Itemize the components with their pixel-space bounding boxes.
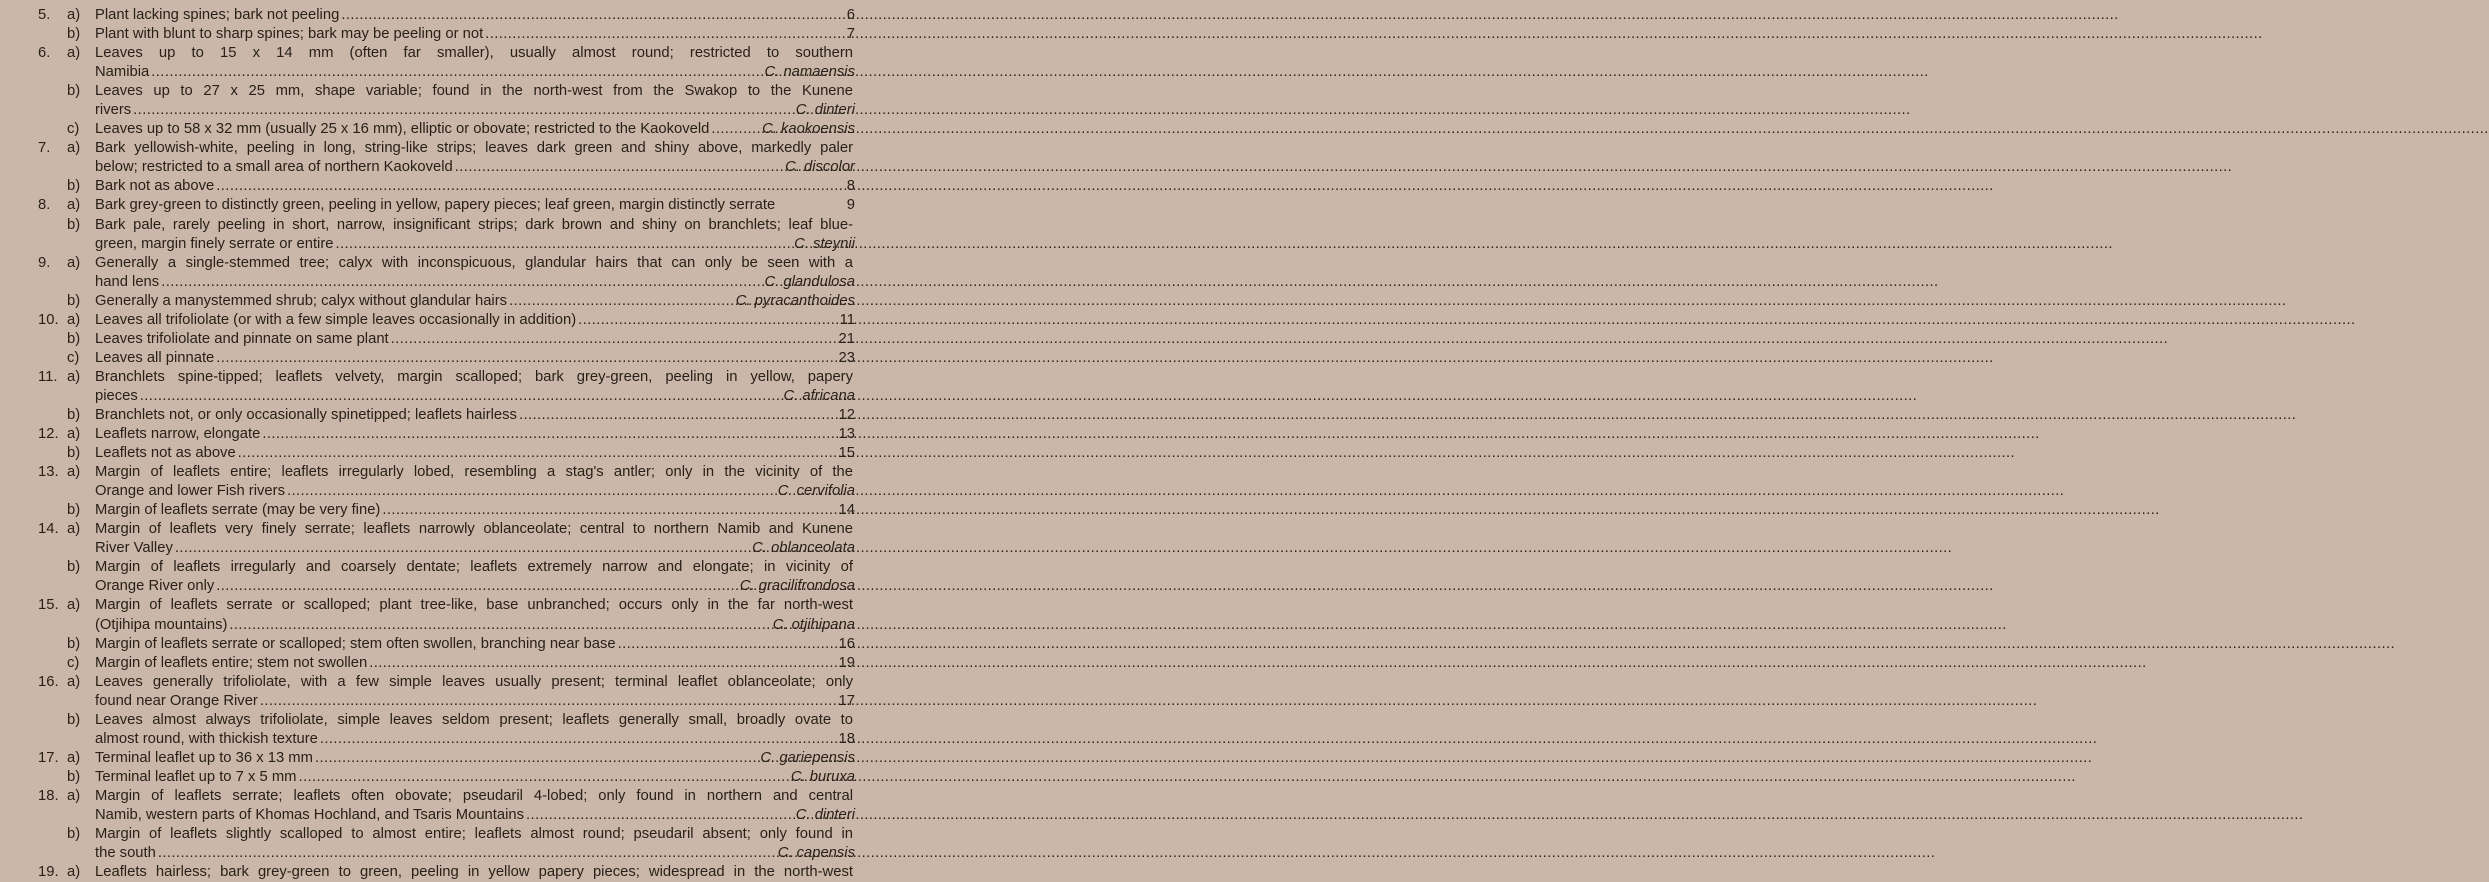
- option-letter: b): [67, 635, 81, 652]
- option-reference: 16: [838, 635, 855, 652]
- option-text: Leaves up to 58 x 32 mm (usually 25 x 16 mm), elliptic or obovate; restricted to the Kaokoveld: [95, 121, 710, 138]
- dot-leader: [229, 616, 769, 635]
- option-letter: [67, 616, 95, 635]
- option-text: Margin of leaflets entire; leaflets irregularly lobed, resembling a stag's antler; only in the vicinity of the: [95, 464, 853, 481]
- option-reference: 9: [846, 197, 855, 214]
- option-content: [95, 520, 855, 539]
- option-reference: 15: [838, 445, 855, 462]
- option-letter: a): [67, 787, 81, 804]
- option-reference: 17: [838, 692, 855, 709]
- key-line: [38, 177, 855, 196]
- dot-leader: [216, 177, 843, 196]
- option-content: [95, 539, 855, 558]
- dot-leader: [341, 6, 843, 25]
- key-line: [38, 711, 855, 730]
- option-text: Margin of leaflets slightly scalloped to almost entire; leaflets almost round; pseudaril absent; only found in: [95, 826, 853, 843]
- entry-number: [38, 501, 67, 520]
- entry-number: [38, 120, 67, 139]
- entry-number: [38, 558, 67, 577]
- key-line: [38, 501, 855, 520]
- option-text: Margin of leaflets entire; stem not swollen: [95, 654, 368, 671]
- option-letter: a): [67, 864, 81, 881]
- key-line: [38, 654, 855, 673]
- option-letter: a): [67, 7, 81, 23]
- option-text: Namibia: [95, 64, 150, 81]
- key-line: [38, 101, 855, 120]
- option-letter: [67, 539, 95, 558]
- option-text: Leaves trifoliolate and pinnate on same plant: [95, 330, 389, 347]
- entry-number: 14.: [38, 521, 59, 538]
- option-text: rivers: [95, 102, 132, 119]
- key-line: [38, 6, 855, 25]
- key-line: [38, 368, 855, 387]
- entry-number: 9.: [38, 254, 51, 271]
- option-letter: a): [67, 673, 81, 690]
- option-letter: b): [67, 502, 81, 519]
- dot-leader: [299, 768, 788, 787]
- option-reference: C. glandulosa: [764, 273, 855, 290]
- option-letter: a): [67, 140, 81, 157]
- option-text: Namib, western parts of Khomas Hochland, and Tsaris Mountains: [95, 806, 525, 823]
- entry-number: 18.: [38, 787, 59, 804]
- option-letter: a): [67, 368, 81, 385]
- option-content: [95, 577, 855, 596]
- option-reference: 23: [838, 349, 855, 366]
- key-line: [38, 63, 855, 82]
- option-letter: [67, 577, 95, 596]
- key-line: [38, 596, 855, 615]
- option-content: [95, 235, 855, 254]
- entry-number: [38, 444, 67, 463]
- option-content: [95, 6, 855, 25]
- option-reference: 18: [838, 730, 855, 747]
- key-line: [38, 330, 855, 349]
- dot-leader: [320, 730, 836, 749]
- option-letter: a): [67, 521, 81, 538]
- option-letter: [67, 806, 95, 825]
- option-text: Terminal leaflet up to 7 x 5 mm: [95, 768, 297, 785]
- option-reference: 19: [838, 654, 855, 671]
- option-text: Branchlets spine-tipped; leaflets velvety, margin scalloped; bark grey-green, peeling in yellow, papery: [95, 368, 853, 385]
- option-text: below; restricted to a small area of northern Kaokoveld: [95, 159, 453, 176]
- option-letter: b): [67, 559, 81, 576]
- option-content: [95, 863, 855, 882]
- key-page: [0, 0, 906, 881]
- option-text: Bark yellowish-white, peeling in long, string-like strips; leaves dark green and shiny above, markedly paler: [95, 140, 853, 157]
- dot-leader: [526, 806, 793, 825]
- option-reference: 13: [838, 426, 855, 443]
- option-letter: b): [67, 216, 81, 233]
- option-letter: [67, 482, 95, 501]
- option-text: Generally a single-stemmed tree; calyx with inconspicuous, glandular hairs that can only be seen with a: [95, 254, 853, 271]
- option-reference: 14: [838, 502, 855, 519]
- entry-number: [38, 235, 67, 254]
- option-letter: a): [67, 597, 81, 614]
- entry-number: 16.: [38, 673, 59, 690]
- entry-number: 7.: [38, 140, 51, 157]
- dot-leader: [618, 635, 836, 654]
- option-content: [95, 25, 855, 44]
- option-letter: a): [67, 311, 81, 328]
- option-letter: a): [67, 254, 81, 271]
- option-text: Plant with blunt to sharp spines; bark may be peeling or not: [95, 26, 484, 43]
- option-letter: b): [67, 445, 81, 462]
- entry-number: [38, 101, 67, 120]
- option-content: [95, 444, 855, 463]
- key-line: [38, 616, 855, 635]
- option-content: [95, 749, 855, 768]
- option-reference: C. cervifolia: [777, 483, 855, 500]
- key-line: [38, 844, 855, 863]
- dot-leader: [140, 387, 781, 406]
- option-text: almost round, with thickish texture: [95, 730, 318, 747]
- option-letter: b): [67, 26, 81, 43]
- option-letter: b): [67, 826, 81, 843]
- option-text: Margin of leaflets serrate; leaflets often obovate; pseudaril 4-lobed; only found in northern and central: [95, 787, 853, 804]
- key-line: [38, 216, 855, 235]
- option-reference: C. namaensis: [764, 64, 855, 81]
- option-reference: 11: [839, 311, 855, 328]
- key-line: [38, 558, 855, 577]
- entry-number: [38, 216, 67, 235]
- option-letter: a): [67, 45, 81, 62]
- entry-number: [38, 711, 67, 730]
- key-line: [38, 44, 855, 63]
- dot-leader: [133, 101, 793, 120]
- option-content: [95, 692, 855, 711]
- option-text: Plant lacking spines; bark not peeling: [95, 7, 340, 23]
- dot-leader: [315, 749, 757, 768]
- key-line: [38, 25, 855, 44]
- entry-number: [38, 82, 67, 101]
- option-text: pieces: [95, 387, 138, 404]
- option-text: Bark grey-green to distinctly green, peeling in yellow, papery pieces; leaf green, margin distinctly serrate: [95, 197, 776, 214]
- option-content: [95, 635, 855, 654]
- option-text: Leaves generally trifoliolate, with a few simple leaves usually present; terminal leaflet oblanceolate; only: [95, 673, 853, 690]
- option-content: [95, 311, 855, 330]
- option-reference: 6: [846, 7, 855, 23]
- option-text: Orange and lower Fish rivers: [95, 483, 285, 500]
- key-line: [38, 806, 855, 825]
- option-reference: C. capensis: [777, 845, 855, 862]
- option-text: Bark pale, rarely peeling in short, narrow, insignificant strips; dark brown and shiny on branchlets; leaf blue-: [95, 216, 853, 233]
- option-letter: [67, 730, 95, 749]
- key-line: [38, 120, 855, 139]
- key-line: [38, 692, 855, 711]
- dot-leader: [711, 120, 759, 139]
- entry-number: 5.: [38, 7, 51, 23]
- key-line: [38, 730, 855, 749]
- option-text: River Valley: [95, 540, 173, 557]
- option-text: Margin of leaflets serrate or scalloped; stem often swollen, branching near base: [95, 635, 616, 652]
- entry-number: 17.: [38, 749, 59, 766]
- key-line: [38, 425, 855, 444]
- entry-number: [38, 330, 67, 349]
- entry-number: 11.: [38, 368, 58, 385]
- option-content: [95, 254, 855, 273]
- option-reference: 8: [846, 178, 855, 195]
- key-line: [38, 635, 855, 654]
- dot-leader: [369, 654, 835, 673]
- option-letter: [67, 101, 95, 120]
- option-letter: a): [67, 464, 81, 481]
- dot-leader: [336, 235, 792, 254]
- key-line: [38, 235, 855, 254]
- option-content: [95, 711, 855, 730]
- option-text: Bark not as above: [95, 178, 215, 195]
- key-line: [38, 482, 855, 501]
- option-text: the south: [95, 845, 156, 862]
- key-line: [38, 520, 855, 539]
- key-line: [38, 82, 855, 101]
- entry-number: [38, 806, 67, 825]
- entry-number: 10.: [38, 311, 59, 328]
- option-text: Leaves all trifoliolate (or with a few simple leaves occasionally in addition): [95, 311, 577, 328]
- option-content: [95, 196, 855, 215]
- option-content: [95, 558, 855, 577]
- key-line: [38, 349, 855, 368]
- option-reference: C. pyracanthoides: [735, 292, 855, 309]
- key-line: [38, 387, 855, 406]
- option-text: Orange River only: [95, 578, 215, 595]
- option-content: [95, 425, 855, 444]
- option-letter: [67, 387, 95, 406]
- dot-leader: [161, 273, 761, 292]
- option-content: [95, 673, 855, 692]
- option-text: Terminal leaflet up to 36 x 13 mm: [95, 749, 313, 766]
- option-reference: C. discolor: [785, 159, 855, 176]
- option-content: [95, 482, 855, 501]
- option-content: [95, 463, 855, 482]
- option-content: [95, 616, 855, 635]
- option-text: (Otjihipa mountains): [95, 616, 228, 633]
- option-text: Margin of leaflets irregularly and coarsely dentate; leaflets extremely narrow and elongate; in vicinity of: [95, 559, 853, 576]
- option-letter: b): [67, 178, 81, 195]
- option-reference: 21: [838, 330, 855, 347]
- option-reference: C. steynii: [794, 235, 855, 252]
- option-content: [95, 177, 855, 196]
- option-reference: C. dinteri: [795, 806, 855, 823]
- option-reference: C. buruxa: [790, 768, 855, 785]
- option-content: [95, 216, 855, 235]
- option-content: [95, 63, 855, 82]
- dot-leader: [382, 501, 835, 520]
- option-text: green, margin finely serrate or entire: [95, 235, 334, 252]
- option-letter: [67, 692, 95, 711]
- option-content: [95, 101, 855, 120]
- key-line-partially-visible: [38, 863, 855, 882]
- option-content: [95, 330, 855, 349]
- key-line: [38, 463, 855, 482]
- dot-leader: [238, 444, 836, 463]
- option-letter: [67, 158, 95, 177]
- option-content: [95, 368, 855, 387]
- entry-number: [38, 844, 67, 863]
- option-letter: b): [67, 83, 81, 100]
- option-content: [95, 158, 855, 177]
- key-line: [38, 273, 855, 292]
- dot-leader: [578, 311, 836, 330]
- option-text: Generally a manystemmed shrub; calyx without glandular hairs: [95, 292, 508, 309]
- key-line: [38, 539, 855, 558]
- option-content: [95, 273, 855, 292]
- entry-number: 15.: [38, 597, 59, 614]
- option-letter: b): [67, 406, 81, 423]
- key-line: [38, 673, 855, 692]
- option-text: Margin of leaflets serrate or scalloped; plant tree-like, base unbranched; occurs only in the far north-west: [95, 597, 853, 614]
- option-reference: C. gariepensis: [760, 749, 855, 766]
- option-text: Leaflets narrow, elongate: [95, 426, 261, 443]
- option-text: Leaflets not as above: [95, 445, 236, 462]
- entry-number: [38, 292, 67, 311]
- entry-number: 13.: [38, 464, 59, 481]
- option-reference: C. oblanceolata: [752, 540, 855, 557]
- option-letter: b): [67, 711, 81, 728]
- entry-number: [38, 825, 67, 844]
- entry-number: 12.: [38, 426, 59, 443]
- option-content: [95, 139, 855, 158]
- option-reference: C. kaokoensis: [762, 121, 855, 138]
- option-text: Branchlets not, or only occasionally spinetipped; leaflets hairless: [95, 406, 517, 423]
- option-letter: a): [67, 197, 81, 214]
- option-text: hand lens: [95, 273, 160, 290]
- key-line: [38, 825, 855, 844]
- dot-leader: [455, 158, 782, 177]
- entry-number: [38, 25, 67, 44]
- key-line: [38, 577, 855, 596]
- entry-number: 6.: [38, 45, 51, 62]
- dot-leader: [485, 25, 844, 44]
- dot-leader: [260, 692, 836, 711]
- option-reference: C. dinteri: [795, 102, 855, 119]
- option-content: [95, 825, 855, 844]
- entry-number: [38, 654, 67, 673]
- entry-number: [38, 158, 67, 177]
- option-letter: [67, 235, 95, 254]
- option-letter: b): [67, 330, 81, 347]
- option-letter: [67, 63, 95, 82]
- option-content: [95, 730, 855, 749]
- option-text: Leaves up to 15 x 14 mm (often far smaller), usually almost round; restricted to southern: [95, 45, 853, 62]
- option-letter: c): [67, 121, 80, 138]
- option-content: [95, 120, 855, 139]
- option-letter: b): [67, 768, 81, 785]
- option-reference: 12: [838, 406, 855, 423]
- entry-number: [38, 387, 67, 406]
- entry-number: 8.: [38, 197, 51, 214]
- entry-number: [38, 273, 67, 292]
- option-content: [95, 806, 855, 825]
- entry-number: [38, 63, 67, 82]
- option-reference: C. africana: [783, 387, 855, 404]
- entry-number: [38, 539, 67, 558]
- option-content: [95, 654, 855, 673]
- entry-number: 19.: [38, 864, 59, 881]
- option-text: found near Orange River: [95, 692, 258, 709]
- key-line: [38, 292, 855, 311]
- key-line: [38, 139, 855, 158]
- option-letter: a): [67, 426, 81, 443]
- option-letter: c): [67, 654, 80, 671]
- option-content: [95, 787, 855, 806]
- key-line: [38, 311, 855, 330]
- key-line: [38, 254, 855, 273]
- entry-number: [38, 635, 67, 654]
- dot-leader: [391, 330, 836, 349]
- option-content: [95, 844, 855, 863]
- dot-leader: [175, 539, 749, 558]
- option-letter: b): [67, 292, 81, 309]
- key-line: [38, 787, 855, 806]
- key-line: [38, 768, 855, 787]
- option-letter: a): [67, 749, 81, 766]
- option-text: Leaves almost always trifoliolate, simple leaves seldom present; leaflets generally small, broadly ovate to: [95, 711, 853, 728]
- key-line: [38, 158, 855, 177]
- dot-leader: [158, 844, 775, 863]
- dot-leader: [262, 425, 835, 444]
- option-text: Leaves up to 27 x 25 mm, shape variable; found in the north-west from the Swakop to the Kunene: [95, 83, 853, 100]
- option-content: [95, 501, 855, 520]
- option-text: Margin of leaflets very finely serrate; leaflets narrowly oblanceolate; central to northern Namib and Kunene: [95, 521, 853, 538]
- option-content: [95, 406, 855, 425]
- entry-number: [38, 692, 67, 711]
- option-content: [95, 349, 855, 368]
- option-reference: C. otjihipana: [772, 616, 855, 633]
- option-letter: [67, 273, 95, 292]
- entry-number: [38, 177, 67, 196]
- entry-number: [38, 768, 67, 787]
- entry-number: [38, 482, 67, 501]
- option-reference: C. gracilifrondosa: [739, 578, 855, 595]
- option-content: [95, 82, 855, 101]
- option-content: [95, 596, 855, 615]
- option-text: Margin of leaflets serrate (may be very fine): [95, 502, 381, 519]
- dot-leader: [287, 482, 775, 501]
- dot-leader: [151, 63, 761, 82]
- key-line: [38, 749, 855, 768]
- option-content: [95, 387, 855, 406]
- dot-leader: [216, 577, 737, 596]
- option-letter: c): [67, 349, 80, 366]
- key-line: [38, 444, 855, 463]
- key-line: [38, 196, 855, 215]
- entry-number: [38, 616, 67, 635]
- dot-leader: [216, 349, 835, 368]
- option-text: Leaves all pinnate: [95, 349, 215, 366]
- option-content: [95, 292, 855, 311]
- dot-leader: [509, 292, 733, 311]
- option-letter: [67, 844, 95, 863]
- key-line: [38, 406, 855, 425]
- option-reference: 7: [846, 26, 855, 43]
- option-content: [95, 768, 855, 787]
- entry-number: [38, 406, 67, 425]
- entry-number: [38, 577, 67, 596]
- entry-number: [38, 349, 67, 368]
- dot-leader: [519, 406, 836, 425]
- option-text: Leaflets hairless; bark grey-green to green, peeling in yellow papery pieces; widespread in the north-west: [95, 864, 853, 881]
- option-content: [95, 44, 855, 63]
- entry-number: [38, 730, 67, 749]
